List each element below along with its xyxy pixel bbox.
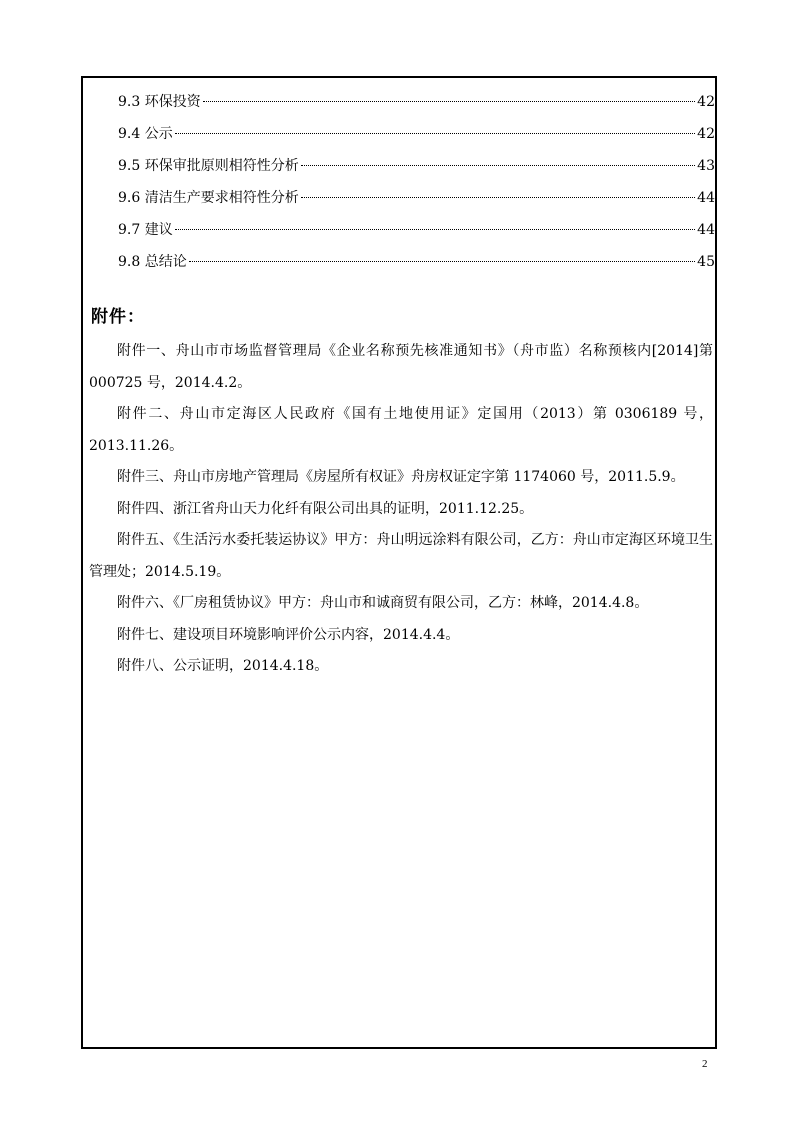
toc-entry[interactable]: [118, 246, 715, 278]
toc-entry[interactable]: [118, 150, 715, 182]
attachment-item: 附件二、舟山市定海区人民政府《国有土地使用证》定国用（2013）第 0306189 号，2013.11.26。: [89, 406, 713, 454]
toc-entry[interactable]: [118, 214, 715, 246]
toc-entry-page: 44: [697, 190, 715, 206]
toc-leader-dots: [203, 101, 695, 102]
toc-entry-page: 42: [697, 126, 715, 142]
attachment-item: 附件七、建设项目环境影响评价公示内容，2014.4.4。: [117, 626, 460, 643]
toc-entry[interactable]: [118, 118, 715, 150]
attachment-item: 附件一、舟山市市场监督管理局《企业名称预先核准通知书》（舟市监）名称预核内[2014]第 000725 号，2014.4.2。: [89, 343, 713, 391]
table-of-contents: [118, 86, 715, 278]
toc-entry-page: 42: [697, 94, 715, 110]
toc-leader-dots: [301, 197, 695, 198]
toc-entry-page: 43: [697, 158, 715, 174]
toc-leader-dots: [175, 229, 695, 230]
toc-entry[interactable]: [118, 182, 715, 214]
attachments-list: [89, 336, 713, 683]
toc-entry-label: 9.4 公示: [118, 126, 173, 142]
attachment-item: 附件四、浙江省舟山天力化纤有限公司出具的证明，2011.12.25。: [117, 500, 534, 517]
toc-leader-dots: [301, 165, 695, 166]
toc-entry-label: 9.6 清洁生产要求相符性分析: [118, 190, 299, 206]
toc-entry-label: 9.3 环保投资: [118, 94, 201, 110]
attachment-item: 附件三、舟山市房地产管理局《房屋所有权证》舟房权证定字第 1174060 号，2011.5.9。: [117, 469, 685, 485]
toc-leader-dots: [175, 133, 695, 134]
attachments-heading: 附件：: [91, 307, 145, 327]
toc-entry-label: 9.8 总结论: [118, 254, 187, 270]
attachment-item: 附件八、公示证明，2014.4.18。: [117, 658, 329, 674]
toc-entry[interactable]: [118, 86, 715, 118]
attachment-item: 附件五、《生活污水委托装运协议》甲方：舟山明远涂料有限公司，乙方：舟山市定海区环境卫生管理处；2014.5.19。: [89, 532, 713, 580]
document-frame: [81, 76, 717, 1049]
toc-entry-label: 9.5 环保审批原则相符性分析: [118, 158, 299, 174]
toc-entry-page: 45: [697, 254, 715, 270]
toc-leader-dots: [189, 261, 695, 262]
toc-entry-label: 9.7 建议: [118, 222, 173, 238]
attachment-item: 附件六、《厂房租赁协议》甲方：舟山市和诚商贸有限公司，乙方：林峰，2014.4.8。: [117, 595, 649, 611]
toc-entry-page: 44: [697, 222, 715, 238]
page-number: 2: [702, 1058, 708, 1070]
